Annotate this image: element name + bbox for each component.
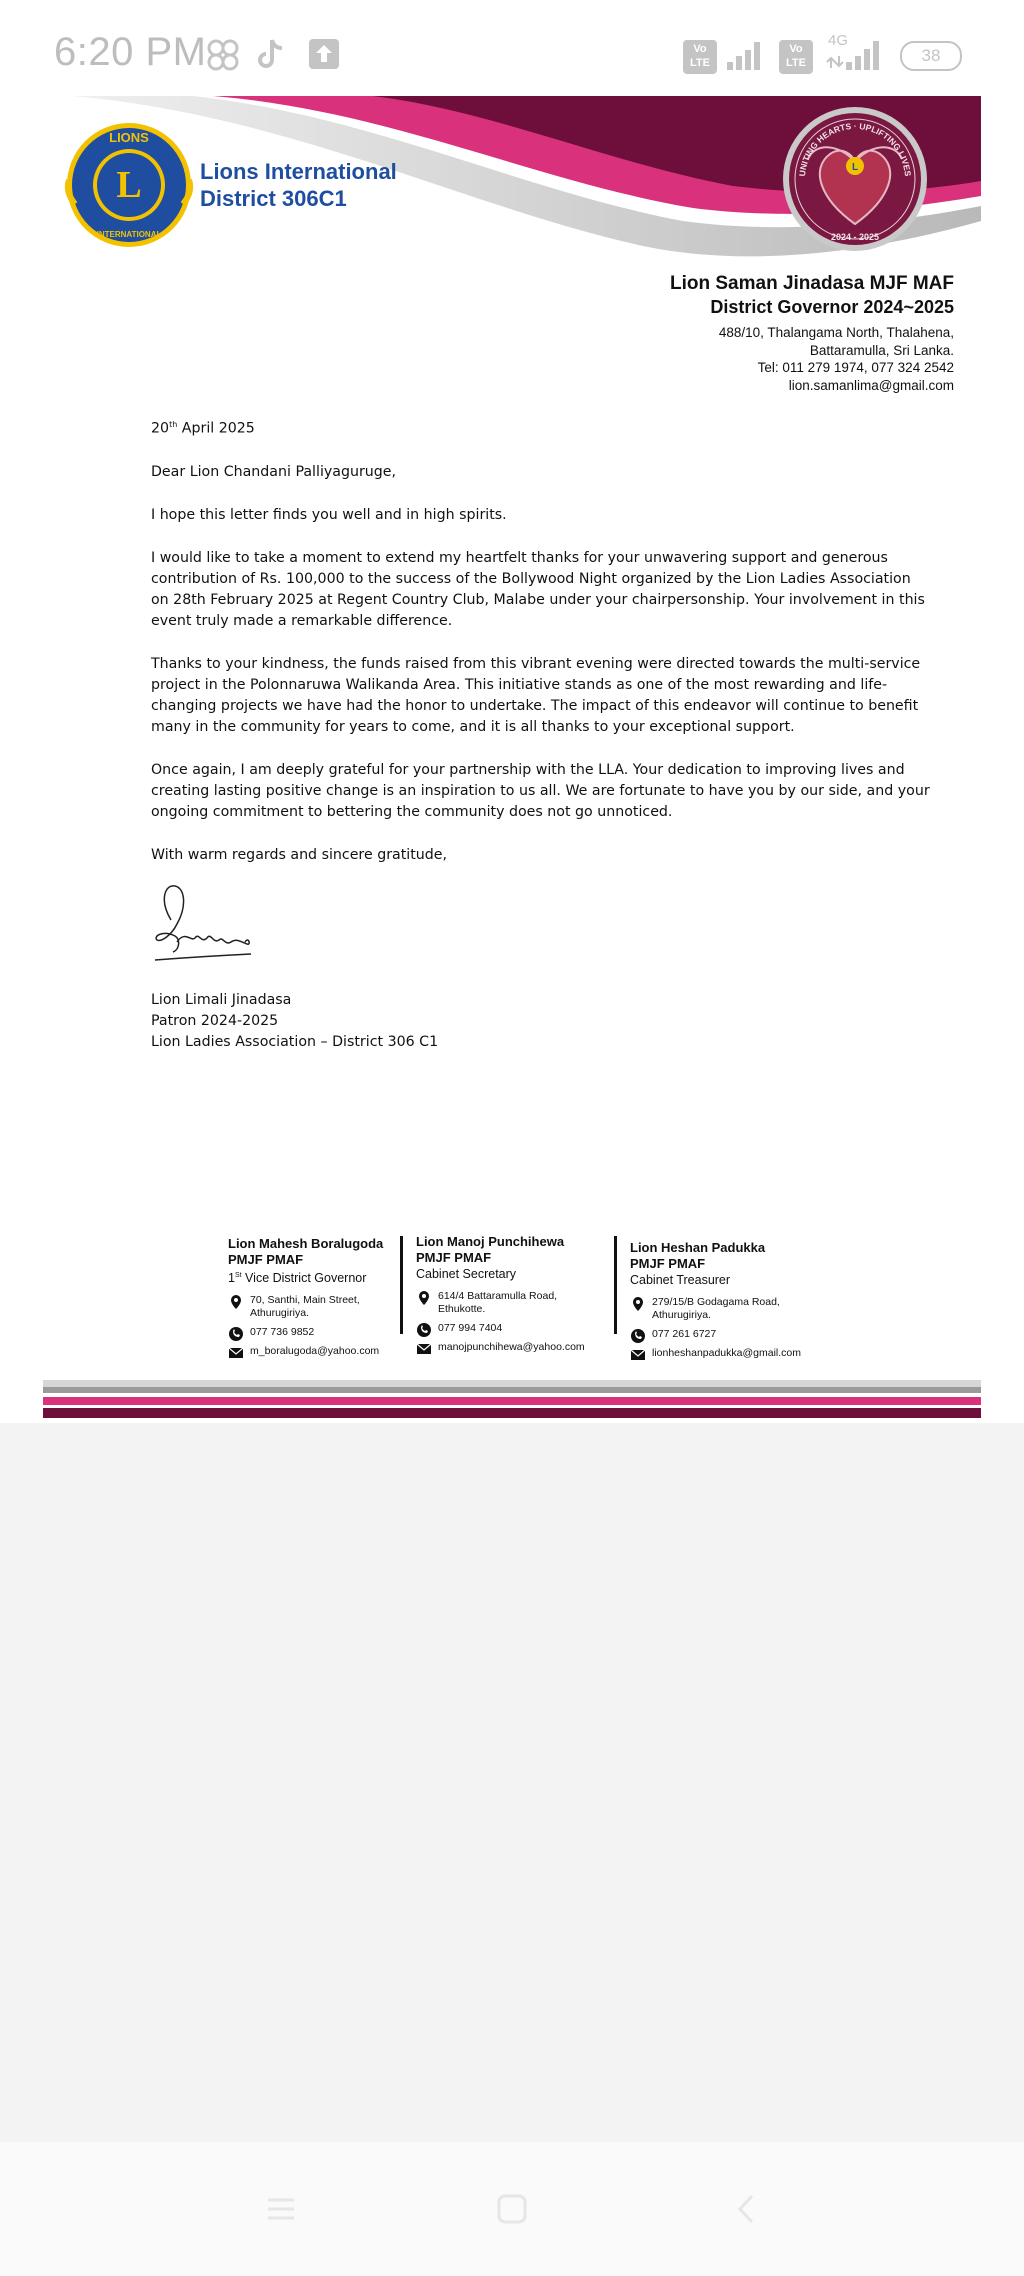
footer-divider	[400, 1236, 403, 1334]
signature	[151, 880, 261, 970]
status-bar	[0, 0, 1024, 96]
letter-paragraph-2: I would like to take a moment to extend my heartfelt thanks for your unwavering support and generous contribution of Rs. 100,000 to the success of the Bollywood Night organized by the Lion Ladies Association on 28th February 2025 at Regent Country Club, Malabe under your chairpersonship. Your involvement in this event truly made a remarkable difference.	[151, 549, 925, 629]
back-icon[interactable]	[730, 2192, 764, 2226]
footer-contact-2	[416, 1234, 616, 1354]
location-pin-icon	[630, 1296, 646, 1312]
contact-role: Cabinet Secretary	[416, 1267, 517, 1281]
contact-address: 614/4 Battaramulla Road, Ethukotte.	[416, 1290, 616, 1316]
governor-address-line2: Battaramulla, Sri Lanka.	[809, 342, 954, 358]
network-4g-icon	[826, 38, 882, 72]
email-icon	[416, 1341, 432, 1357]
footer-contact-1	[228, 1236, 403, 1358]
contact-email: m_boralugoda@yahoo.com	[228, 1345, 403, 1358]
contact-role: Cabinet Treasurer	[630, 1273, 731, 1287]
contact-name: Lion Manoj Punchihewa	[416, 1234, 565, 1249]
menu-icon[interactable]	[264, 2192, 298, 2226]
contact-name: Lion Mahesh Boralugoda	[228, 1236, 384, 1251]
status-time: 6:20 PM	[54, 30, 207, 74]
letter-paragraph-4: Once again, I am deeply grateful for your partnership with the LLA. Your dedication to improving lives and creating lasting positive change is an inspiration to us all. We are fortunate to have you by our side, and your ongoing commitment to bettering the community does not go unnoticed.	[151, 761, 930, 820]
org-name-line1: Lions International	[200, 159, 397, 184]
phone-icon	[416, 1322, 432, 1338]
network-4g-label: 4G	[828, 32, 849, 49]
contact-email: lionheshanpadukka@gmail.com	[630, 1347, 840, 1360]
org-name-line2: District 306C1	[200, 186, 347, 211]
svg-text:L: L	[116, 164, 142, 206]
signatory-name: Lion Limali Jinadasa	[151, 991, 292, 1008]
letter-body	[151, 414, 931, 1053]
letter-closing: With warm regards and sincere gratitude,	[151, 846, 448, 863]
navigation-bar	[0, 2142, 1024, 2276]
signal-icon	[725, 38, 767, 72]
contact-phone: 077 261 6727	[630, 1328, 840, 1341]
infinity-icon	[205, 38, 241, 72]
phone-icon	[228, 1326, 244, 1342]
contact-address: 70, Santhi, Main Street, Athurugiriya.	[228, 1294, 403, 1320]
letter-paragraph-1: I hope this letter finds you well and in high spirits.	[151, 506, 507, 523]
lions-logo	[64, 120, 194, 250]
volte-icon: Vo LTE	[779, 40, 813, 74]
contact-awards: PMJF PMAF	[416, 1250, 492, 1265]
contact-email: manojpunchihewa@yahoo.com	[416, 1341, 616, 1354]
signatory-role: Patron 2024-2025	[151, 1012, 279, 1029]
upload-icon	[308, 38, 340, 70]
emblem-motto: UNITING HEARTS · UPLIFTING LIVES	[797, 120, 913, 177]
svg-text:INTERNATIONAL: INTERNATIONAL	[96, 230, 162, 239]
governor-address-line1: 488/10, Thalangama North, Thalahena,	[718, 325, 954, 340]
tiktok-icon	[256, 38, 286, 72]
governor-name: Lion Saman Jinadasa MJF MAF	[670, 273, 954, 294]
letter-salutation: Dear Lion Chandani Palliyaguruge,	[151, 463, 397, 480]
location-pin-icon	[416, 1290, 432, 1306]
governor-tel: Tel: 011 279 1974, 077 324 2542	[757, 360, 954, 375]
location-pin-icon	[228, 1294, 244, 1310]
letter-date: 20th April 2025	[151, 420, 255, 437]
footer-stripes	[43, 1380, 981, 1418]
org-name	[200, 158, 397, 212]
letter-paragraph-3: Thanks to your kindness, the funds raised from this vibrant evening were directed towards the multi-service project in the Polonnaruwa Walikanda Area. This initiative stands as one of the most rewarding and life-changing projects we have had the honor to undertake. The impact of this endeavor will continue to benefit many in the community for years to come, and it is all thanks to your exceptional support.	[151, 655, 921, 735]
contact-address: 279/15/B Godagama Road, Athurugiriya.	[630, 1296, 840, 1322]
contact-role: 1St Vice District Governor	[228, 1271, 367, 1286]
svg-text:LIONS: LIONS	[109, 130, 149, 145]
governor-title: District Governor 2024~2025	[710, 297, 954, 317]
governor-email: lion.samanlima@gmail.com	[788, 377, 954, 393]
volte-icon: Vo LTE	[683, 40, 717, 74]
footer-divider	[614, 1236, 617, 1334]
contact-name: Lion Heshan Padukka	[630, 1240, 766, 1255]
letter-page	[0, 96, 1024, 1423]
battery-icon	[900, 41, 962, 71]
footer-contact-3	[630, 1240, 840, 1360]
district-emblem	[780, 104, 930, 254]
phone-icon	[630, 1328, 646, 1344]
battery-level: 38	[921, 46, 941, 65]
emblem-years: 2024 - 2025	[830, 232, 880, 242]
email-icon	[228, 1345, 244, 1361]
governor-block	[670, 272, 954, 394]
contact-phone: 077 994 7404	[416, 1322, 616, 1335]
contact-awards: PMJF PMAF	[630, 1256, 706, 1271]
home-icon[interactable]	[495, 2192, 529, 2226]
email-icon	[630, 1347, 646, 1363]
svg-text:L: L	[851, 162, 859, 173]
contact-phone: 077 736 9852	[228, 1326, 403, 1339]
contact-awards: PMJF PMAF	[228, 1252, 304, 1267]
signatory-org: Lion Ladies Association – District 306 C1	[151, 1033, 439, 1050]
